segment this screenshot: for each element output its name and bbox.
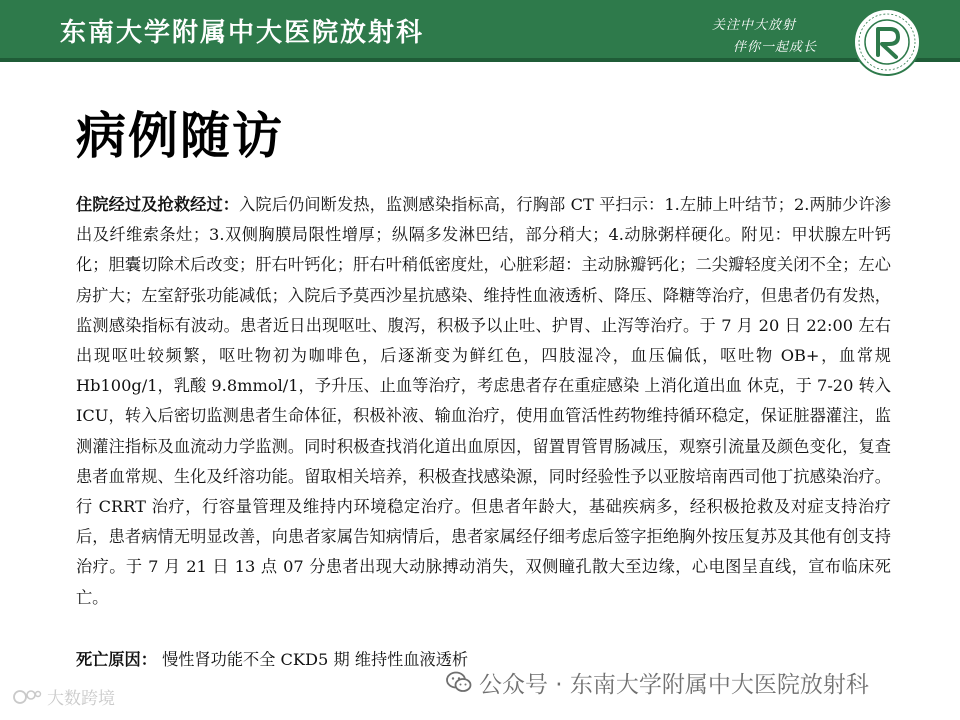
header-title: 东南大学附属中大医院放射科 bbox=[60, 18, 425, 48]
watermark-text: 公众号 · 东南大学附属中大医院放射科 bbox=[479, 671, 869, 698]
hospital-logo-icon bbox=[852, 7, 922, 77]
brand-swirl-icon bbox=[12, 687, 42, 707]
slogan-line-2: 伴你一起成长 bbox=[733, 40, 818, 55]
slogan-line-1: 关注中大放射 bbox=[712, 18, 797, 33]
corner-mark-text: 大数跨境 bbox=[47, 689, 115, 709]
death-text: 慢性肾功能不全 CKD5 期 维持性血液透析 bbox=[162, 650, 469, 669]
course-text: 入院后仍间断发热，监测感染指标高，行胸部 CT 平扫示：1.左肺上叶结节；2.两肺少许渗出及纤维索条灶；3.双侧胸膜局限性增厚；纵隔多发淋巴结，部分稍大；4.动脉粥样硬化。附见：甲状腺左叶钙化；胆囊切除术后改变；肝右叶钙化；肝右叶稍低密度灶，心脏彩超：主动脉瓣钙化；二尖瓣轻度关闭不全；左心房扩大；左室舒张功能减低；入院后予莫西沙星抗感染、维持性血液透析、降压、降糖等治疗，但患者仍有发热，监测感染指标有波动。患者近日出现呕吐、腹泻，积极予以止吐、护胃、止泻等治疗。于 7 月 20 日 22:00 左右出现呕吐较频繁，呕吐物初为咖啡色，后逐渐变为鲜红色，四肢湿冷，血压偏低，呕吐物 OB+，血常规 Hb100g/1，乳酸 9.8mmol/1，予升压、止血等治疗，考虑患者存在重症感染 上消化道出血 休克，于 7-20 转入 ICU，转入后密切监测患者生命体征，积极补液、输血治疗，使用血管活性药物维持循环稳定，保证脏器灌注，监测灌注指标及血流动力学监测。同时积极查找消化道出血原因，留置胃管胃肠减压，观察引流量及颜色变化，复查患者血常规、生化及纤溶功能。留取相关培养，积极查找感染源，同时经验性予以亚胺培南西司他丁抗感染治疗。行 CRRT 治疗，行容量管理及维持内环境稳定治疗。但患者年龄大，基础疾病多，经积极抢救及对症支持治疗后，患者病情无明显改善，向患者家属告知病情后，患者家属经仔细考虑后签字拒绝胸外按压复苏及其他有创支持治疗。于 7 月 21 日 13 点 07 分患者出现大动脉搏动消失，双侧瞳孔散大至边缘，心电图呈直线，宣布临床死亡。 bbox=[76, 195, 891, 607]
page-title: 病例随访 bbox=[76, 107, 284, 165]
death-label: 死亡原因： bbox=[76, 650, 157, 669]
death-cause-line bbox=[76, 646, 468, 674]
corner-mark bbox=[12, 684, 115, 709]
course-paragraph bbox=[76, 190, 891, 613]
course-label: 住院经过及抢救经过： bbox=[76, 195, 240, 214]
wechat-icon bbox=[445, 668, 473, 696]
header-bar bbox=[0, 0, 960, 62]
header-stripe bbox=[0, 58, 960, 62]
watermark bbox=[445, 666, 869, 698]
